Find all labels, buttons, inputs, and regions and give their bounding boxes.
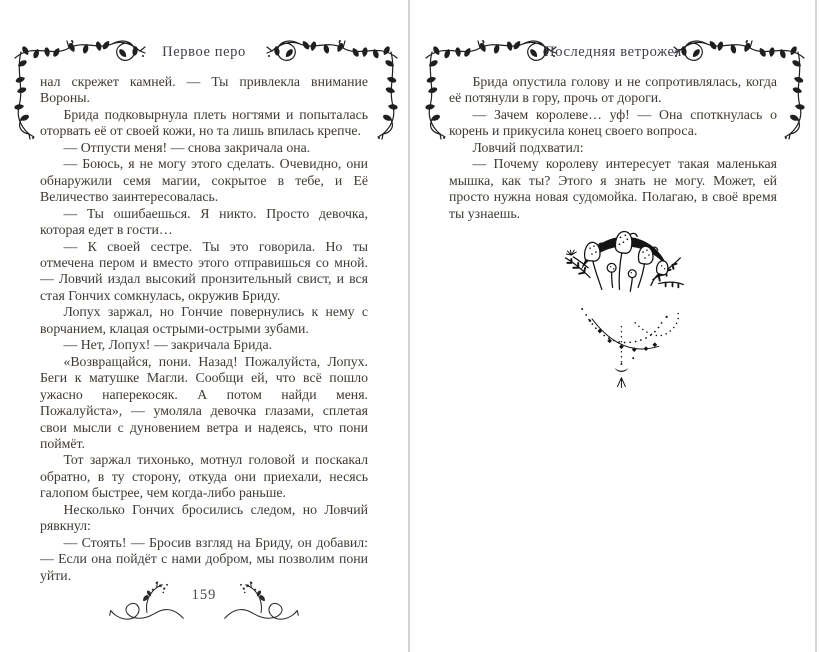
paragraph: — Зачем королеве… уф! — Она споткнулась о корень и прикусила конец своего вопроса. <box>449 106 777 139</box>
paragraph: Ловчий подхватил: <box>472 139 584 155</box>
paragraph: нал скрежет камней. — Ты привлекла внимание Вороны. <box>40 74 368 106</box>
right-page <box>411 0 815 652</box>
footer-flourish-right-icon <box>222 580 300 624</box>
paragraph: Тот заржал тихонько, мотнул головой и поскакал обратно, в ту сторону, откуда они приехали, несясь галопом быстрее, чем когда-либо раньше. <box>40 452 368 501</box>
paragraph: «Возвращайся, пони. Назад! Пожалуйста, Лопух. Беги к матушке Магли. Сообщи ей, что всё пошло ужасно наперекосяк. А потом найди меня. Пожалуйста», — умоляла девочка глазами, сплетая свои мысли с дуновением ветра и надеясь, что пони поймёт. <box>40 353 368 451</box>
paragraph: — Ты ошибаешься. Я никто. Просто девочка, которая едет в гости… <box>40 205 368 238</box>
paragraph: Несколько Гончих бросились следом, но Ловчий рявкнул: <box>40 501 368 534</box>
paragraph: — Отпусти меня! — снова закричала она. <box>63 139 311 155</box>
left-page-body <box>40 74 368 584</box>
page-gutter-divider <box>408 0 410 652</box>
paragraph: Брида подковырнула плеть ногтями и попыталась оторвать её от своей кожи, но та лишь впилась крепче. <box>40 106 368 139</box>
paragraph: — Нет, Лопух! — закричала Брида. <box>63 337 273 353</box>
footer-flourish-left-icon <box>108 580 186 624</box>
paragraph: Брида опустила голову и не сопротивлялась, когда её потянули в гору, прочь от дороги. <box>449 74 777 106</box>
paragraph: — К своей сестре. Ты это говорила. Но ты отмечена пером и вместо этого отправишься со мной. — Ловчий издал высокий пронзительный свист, и вся стая Гончих сомкнулась, окружив Бриду. <box>40 238 368 303</box>
paragraph: — Стоять! — Бросив взгляд на Бриду, он добавил: — Если она пойдёт с нами добром, мы позволим пони уйти. <box>40 534 368 583</box>
page-right-edge-line <box>815 0 817 652</box>
paragraph: — Боюсь, я не могу этого сделать. Очевидно, они обнаружили семя магии, сокрытое в тебе, и Её Величество заинтересовалась. <box>40 156 368 205</box>
paragraph: Лопух заржал, но Гончие повернулись к нему с ворчанием, клацая острыми-острыми зубами. <box>40 304 368 336</box>
moon-mushrooms-illustration <box>537 230 699 390</box>
page-number: 159 <box>191 586 217 603</box>
paragraph: — Почему королеву интересует такая маленькая мышка, как ты? Этого я знать не могу. Может, ей просто нужна новая судомойка. Полагаю, в своё время ты узнаешь. <box>449 156 777 221</box>
running-header-left: Первое перо <box>162 44 246 60</box>
left-page <box>0 0 408 652</box>
running-header-right: Последняя ветрожея <box>544 44 682 60</box>
page-footer <box>40 578 368 626</box>
right-page-body <box>449 74 777 222</box>
